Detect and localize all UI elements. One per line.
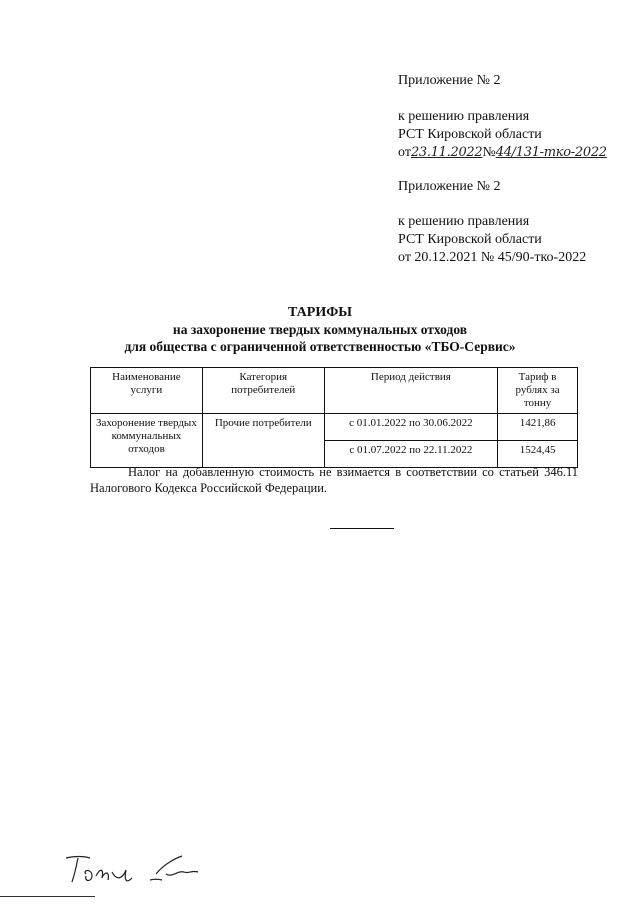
tariff-table	[90, 367, 578, 468]
table-header-row	[91, 368, 578, 414]
handwritten-date: 23.11.2022	[410, 145, 483, 160]
annex-orig-title: Приложение № 2	[398, 179, 501, 194]
cell-tariff: 1421,86	[498, 414, 578, 441]
annex-top-from-prefix: от	[398, 145, 411, 160]
annex-top-line2: РСТ Кировской области	[398, 127, 542, 142]
closing-rule	[330, 528, 394, 529]
document-title: ТАРИФЫ	[288, 305, 352, 320]
header-category: Категория потребителей	[202, 368, 324, 414]
table-row	[91, 414, 578, 441]
annex-top-line3	[398, 144, 607, 162]
annex-top-number-sign: №	[482, 145, 496, 160]
footer-line	[0, 896, 95, 897]
cell-period: с 01.07.2022 по 22.11.2022	[324, 441, 498, 468]
cell-category: Прочие потребители	[202, 414, 324, 468]
annex-orig-line1: к решению правления	[398, 214, 530, 229]
header-period: Период действия	[324, 368, 498, 414]
annex-orig-line3: от 20.12.2021 № 45/90-тко-2022	[398, 250, 587, 265]
annex-top-title: Приложение № 2	[398, 73, 501, 88]
cell-tariff: 1524,45	[498, 441, 578, 468]
signature-initials	[60, 850, 230, 890]
header-tariff: Тариф в рублях за тонну	[498, 368, 578, 414]
cell-service: Захоронение твердых коммунальных отходов	[91, 414, 203, 468]
document-subtitle-2: для общества с ограниченной ответственностью «ТБО-Сервис»	[124, 339, 516, 354]
header-service: Наименование услуги	[91, 368, 203, 414]
annex-top-line1: к решению правления	[398, 109, 530, 124]
handwritten-number: 44/131-тко-2022	[495, 145, 607, 160]
cell-period: с 01.01.2022 по 30.06.2022	[324, 414, 498, 441]
annex-orig-line2: РСТ Кировской области	[398, 232, 542, 247]
vat-note: Налог на добавленную стоимость не взимается в соответствии со статьей 346.11 Налогового Кодекса Российской Федерации.	[90, 465, 578, 495]
document-subtitle-1: на захоронение твердых коммунальных отходов	[172, 322, 468, 337]
